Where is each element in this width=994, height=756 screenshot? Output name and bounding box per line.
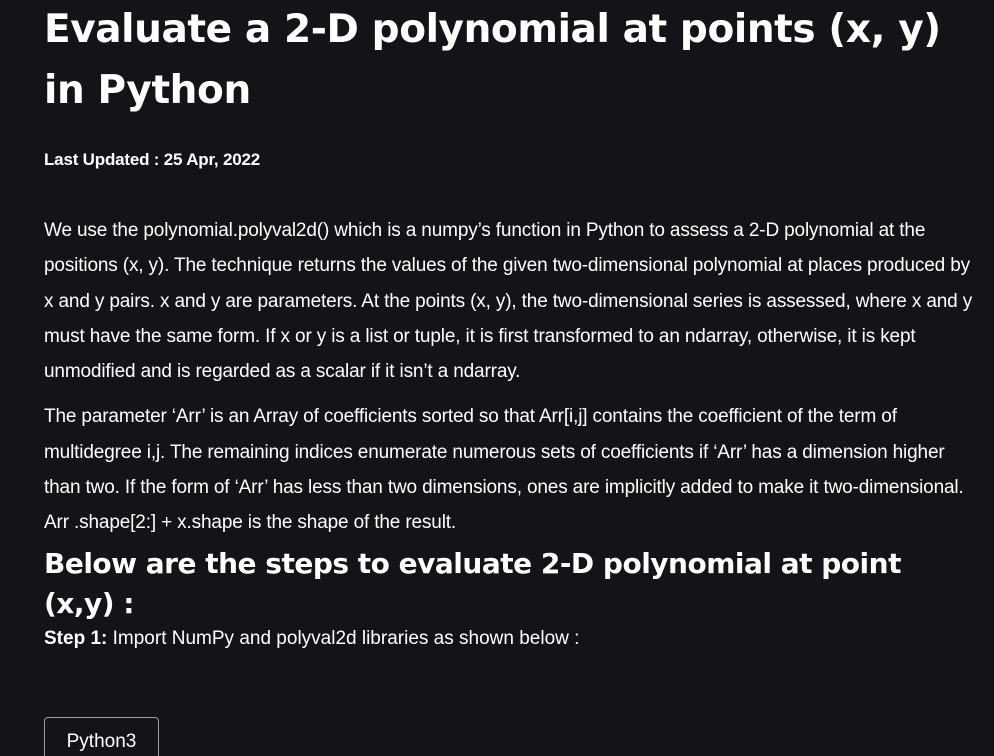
last-updated-date: 25 Apr, 2022	[163, 150, 261, 169]
parameter-paragraph: The parameter ‘Arr’ is an Array of coefficients sorted so that Arr[i,j] contains the coefficient of the term of multidegree i,j. The remaining indices enumerate numerous sets of coefficients if ‘Arr’ has a dimension higher than two. If the form of ‘Arr’ has less than two dimensions, ones are implicitly added to make it two-dimensional. Arr .shape[2:] + x.shape is the shape of the result.	[44, 406, 964, 534]
code-language-tab-python3[interactable]: Python3	[44, 717, 159, 756]
steps-heading: Below are the steps to evaluate 2-D polynomial at point (x,y) :	[44, 546, 901, 620]
article	[44, 0, 974, 652]
step-1-text: Import NumPy and polyval2d libraries as shown below :	[107, 627, 580, 649]
article-title: Evaluate a 2-D polynomial at points (x, y) in Python	[44, 7, 941, 113]
last-updated-label: Last Updated :	[44, 150, 160, 169]
step-1	[44, 626, 974, 652]
step-1-label: Step 1:	[44, 627, 108, 649]
last-updated	[44, 149, 974, 171]
intro-paragraph: We use the polynomial.polyval2d() which is a numpy’s function in Python to assess a 2-D polynomial at the positions (x, y). The technique returns the values of the given two-dimensional polynomial at places produced by x and y pairs. x and y are parameters. At the points (x, y), the two-dimensional series is assessed, where x and y must have the same form. If x or y is a list or tuple, it is first transformed to an ndarray, otherwise, it is kept unmodified and is regarded as a scalar if it isn’t a ndarray.	[44, 220, 973, 383]
